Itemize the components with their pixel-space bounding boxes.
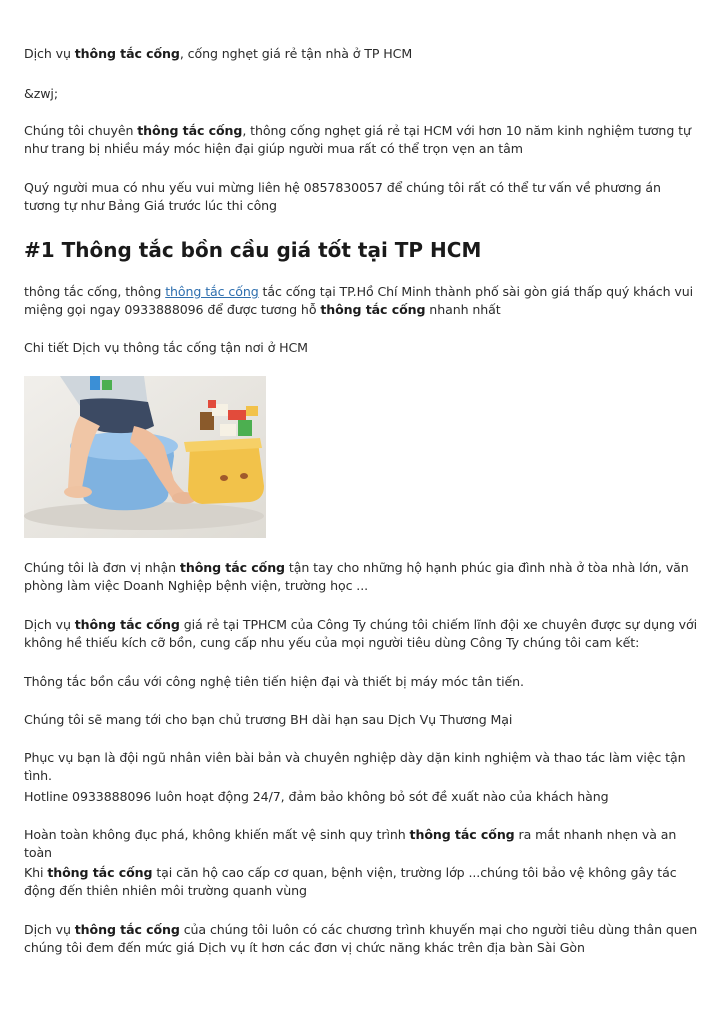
section-paragraph-1: thông tắc cống, thông thông tắc cống tắc cống tại TP.Hồ Chí Minh thành phố sài gòn giá thấp quý khách vui miệng gọi ngay 0933888096 để được tương hỗ thông tắc cống nhanh nhất — [24, 284, 694, 317]
keyword-bold: thông tắc cống — [47, 865, 153, 880]
body-paragraph-5: Phục vụ bạn là đội ngũ nhân viên bài bản và chuyên nghiệp dày dặn kinh nghiệm và thao tác làm việc tận tình. — [24, 750, 686, 783]
keyword-bold: thông tắc cống — [320, 302, 426, 317]
intro-paragraph-1: Dịch vụ thông tắc cống, cống nghẹt giá rẻ tận nhà ở TP HCM — [24, 46, 413, 61]
body-paragraph-7: Hoàn toàn không đục phá, không khiến mất vệ sinh quy trình thông tắc cống ra mắt nhanh nhẹn và an toàn — [24, 827, 677, 860]
keyword-bold: thông tắc cống — [74, 46, 180, 61]
keyword-bold: thông tắc cống — [409, 827, 515, 842]
body-paragraph-2: Dịch vụ thông tắc cống giá rẻ tại TPHCM của Công Ty chúng tôi chiếm lĩnh đội xe chuyên được sự dụng với không hề thiếu kích cỡ bồn, cung cấp nhu yếu của mọi người tiêu dùng Công Ty chúng tôi cam kết: — [24, 617, 698, 650]
section-heading: #1 Thông tắc bồn cầu giá tốt tại TP HCM — [24, 238, 482, 262]
stool-shape — [188, 442, 264, 504]
body-paragraph-4: Chúng tôi sẽ mang tới cho bạn chủ trương BH dài hạn sau Dịch Vụ Thương Mại — [24, 712, 513, 727]
section-paragraph-2: Chi tiết Dịch vụ thông tắc cống tận nơi ở HCM — [24, 340, 308, 355]
keyword-link[interactable]: thông tắc cống — [165, 284, 259, 299]
intro-paragraph-3: Chúng tôi chuyên thông tắc cống, thông cống nghẹt giá rẻ tại HCM với hơn 10 năm kinh nghiệm tương tự như trang bị nhiều máy móc hiện đại giúp người mua rất có thể trọn vẹn an tâm — [24, 123, 691, 156]
intro-paragraph-2: &zwj; — [24, 86, 58, 101]
body-paragraph-9: Dịch vụ thông tắc cống của chúng tôi luôn có các chương trình khuyến mại cho người tiêu dùng thân quen chúng tôi đem đến mức giá Dịch vụ ít hơn các đơn vị chức năng khác trên địa bàn Sài Gòn — [24, 922, 698, 955]
body-paragraph-3: Thông tắc bồn cầu với công nghệ tiên tiến hiện đại và thiết bị máy móc tân tiến. — [24, 674, 524, 689]
keyword-bold: thông tắc cống — [179, 560, 285, 575]
keyword-bold: thông tắc cống — [74, 922, 180, 937]
intro-paragraph-4: Quý người mua có nhu yếu vui mừng liên hệ 0857830057 để chúng tôi rất có thể tư vấn về phương án tương tự như Bảng Giá trước lúc thi công — [24, 180, 661, 213]
child-potty-photo — [24, 376, 266, 538]
body-paragraph-6: Hotline 0933888096 luôn hoạt động 24/7, đảm bảo không bỏ sót đề xuất nào của khách hàng — [24, 789, 609, 804]
body-paragraph-8: Khi thông tắc cống tại căn hộ cao cấp cơ quan, bệnh viện, trường lớp ...chúng tôi bảo vệ không gây tác động đến thiên nhiên môi trường quanh vùng — [24, 865, 677, 898]
body-paragraph-1: Chúng tôi là đơn vị nhận thông tắc cống tận tay cho những hộ hạnh phúc gia đình nhà ở tòa nhà lớn, văn phòng làm việc Doanh Nghiệp bệnh viện, trường học ... — [24, 560, 689, 593]
keyword-bold: thông tắc cống — [137, 123, 243, 138]
keyword-bold: thông tắc cống — [74, 617, 180, 632]
